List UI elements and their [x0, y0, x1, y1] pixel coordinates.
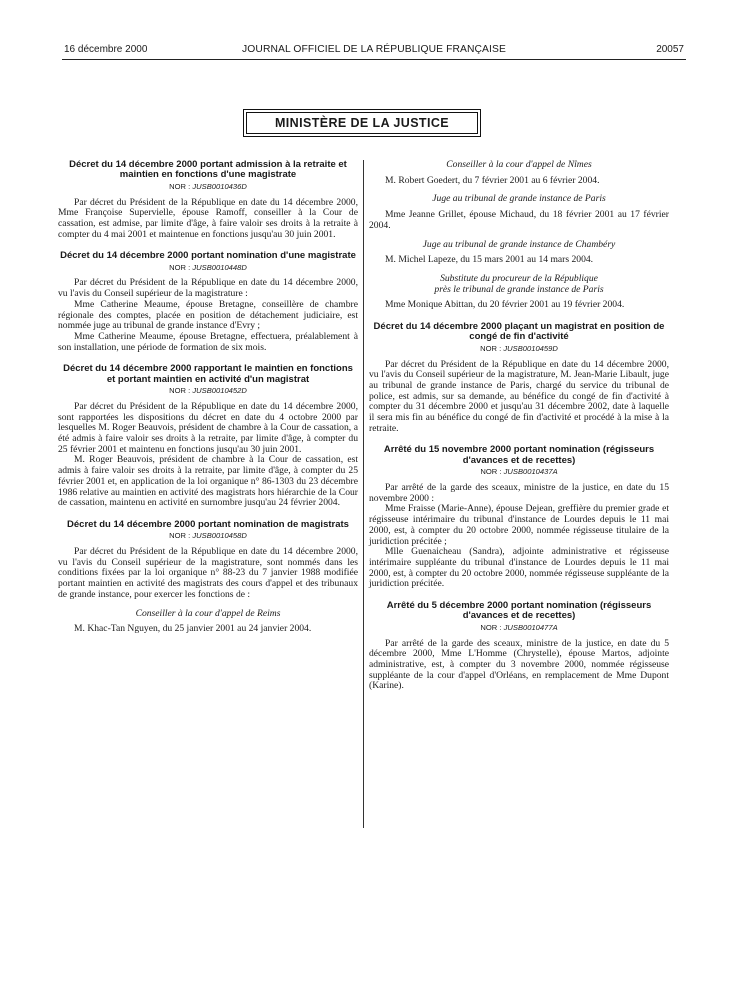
decree-nomination-magistrate: [58, 251, 358, 353]
nor-reference: NOR : JUSB0010458D: [169, 531, 247, 541]
decree-paragraph: Mme Catherine Meaume, épouse Bretagne, conseillère de chambre régionale des comptes, placée en position de détachement judiciaire, est nommée juge au tribunal de grande instance d'Evry ;: [58, 298, 358, 332]
decree-title: Décret du 14 décembre 2000 rapportant le maintien en fonctions et portant maintien en activité d'un magistrat: [63, 363, 353, 385]
decree-title: Décret du 14 décembre 2000 portant nomination de magistrats: [67, 518, 349, 530]
left-column: [58, 160, 358, 635]
decree-nomination-magistrats: [58, 520, 358, 635]
decree-paragraph: Mme Catherine Meaume, épouse Bretagne, effectuera, préalablement à son installation, une période de formation de six mois.: [58, 330, 358, 353]
arrete-regisseurs-1: [369, 445, 669, 590]
decree-paragraph: Par décret du Président de la République en date du 14 décembre 2000, sont rapportées les dispositions du décret en date du 4 octobre 2000 par lesquelles M. Roger Beauvois, président de chambre à la Cour de cassation, a été admis à faire valoir ses droits à la retraite, par limite d'âge, à compter du 25 février 2001 et maintenu en fonctions jusqu'au 30 juin 2001.: [58, 400, 358, 455]
decree-paragraph: Par arrêté de la garde des sceaux, ministre de la justice, en date du 15 novembre 2000 :: [369, 481, 669, 504]
decree-title: Arrêté du 15 novembre 2000 portant nomination (régisseurs d'avances et de recettes): [383, 444, 655, 466]
function-heading: Conseiller à la cour d'appel de Nîmes: [446, 159, 592, 170]
decree-conge-fin-activite: [369, 322, 669, 434]
function-heading: Juge au tribunal de grande instance de Paris: [432, 193, 606, 205]
decree-title: Décret du 14 décembre 2000 portant admission à la retraite et maintien en fonctions d'une magistrate: [69, 159, 347, 181]
header-date: 16 décembre 2000: [64, 44, 148, 55]
decree-paragraph: Mme Fraisse (Marie-Anne), épouse Dejean, greffière du premier grade et régisseuse intérimaire du tribunal d'instance de Lourdes depuis le 11 mai 2000, est, à compter du 20 octobre 2000, nommée régisseuse titulaire de la juridiction précitée ;: [369, 503, 669, 547]
decree-title: Arrêté du 5 décembre 2000 portant nomination (régisseurs d'avances et de recettes): [386, 600, 652, 622]
decree-paragraph: M. Robert Goedert, du 7 février 2001 au 6 février 2004.: [385, 174, 600, 186]
function-heading: Juge au tribunal de grande instance de Chambéry: [422, 238, 616, 250]
decree-paragraph: M. Michel Lapeze, du 15 mars 2001 au 14 mars 2004.: [385, 254, 594, 266]
nor-reference: NOR : JUSB0010437A: [480, 467, 558, 477]
decree-paragraph: Par arrêté de la garde des sceaux, ministre de la justice, en date du 5 décembre 2000, Mme L'Homme (Chrystelle), épouse Martos, adjointe administrative, est, à compter du 3 novembre 2000, nommée régisseuse suppléante de la cour d'appel d'Orléans, en remplacement de Mme Dupont (Karine).: [369, 637, 669, 692]
header-journal-title: JOURNAL OFFICIEL DE LA RÉPUBLIQUE FRANÇAISE: [242, 44, 506, 55]
ministry-box: [243, 109, 481, 137]
column-separator: [363, 160, 364, 828]
function-heading: Conseiller à la cour d'appel de Reims: [135, 607, 281, 619]
decree-paragraph: Mlle Guenaicheau (Sandra), adjointe administrative et régisseuse intérimaire suppléante du tribunal d'instance de Lourdes depuis le 11 mai 2000, est, à compter du 20 octobre 2000, nommée régisseuse suppléante de la juridiction précitée.: [369, 546, 669, 590]
nor-reference: NOR : JUSB0010436D: [169, 181, 247, 191]
decree-title: Décret du 14 décembre 2000 portant nomination d'une magistrate: [60, 250, 356, 262]
header-page-number: 20057: [656, 44, 684, 55]
decree-paragraph: Mme Monique Abittan, du 20 février 2001 au 19 février 2004.: [385, 299, 625, 311]
right-column: [369, 160, 669, 692]
decree-maintien-activite: [58, 364, 358, 509]
nor-reference: NOR : JUSB0010459D: [480, 343, 558, 353]
ministry-title: MINISTÈRE DE LA JUSTICE: [274, 116, 450, 130]
nor-reference: NOR : JUSB0010448D: [169, 262, 247, 272]
arrete-regisseurs-2: [369, 601, 669, 692]
nor-reference: NOR : JUSB0010477A: [480, 622, 558, 632]
header-rule: [62, 59, 686, 60]
function-heading: Substitute du procureur de la République: [440, 272, 598, 284]
decree-paragraph: M. Khac-Tan Nguyen, du 25 janvier 2001 au 24 janvier 2004.: [74, 623, 312, 635]
decree-retirement: [58, 160, 358, 240]
decree-paragraph: Par décret du Président de la République en date du 14 décembre 2000, vu l'avis du Conseil supérieur de la magistrature, M. Jean-Marie Libault, juge au tribunal de grande instance de Paris, chargé du service du tribunal de police, est admis, sur sa demande, au bénéfice du congé de fin d'activité à compter du 31 décembre 2000 et jusqu'au 31 décembre 2002, date à laquelle il sera mis fin au bénéfice du congé de fin d'activité et procédé à la mise à la retraite.: [369, 358, 669, 434]
decree-paragraph: Par décret du Président de la République en date du 14 décembre 2000, Mme Françoise Supervielle, épouse Ramoff, conseiller à la Cour de cassation, est admise, par limite d'âge, à faire valoir ses droits à la retraite à compter du 4 mai 2001 et maintenue en fonctions jusqu'au 30 juin 2001.: [58, 196, 358, 240]
decree-title: Décret du 14 décembre 2000 plaçant un magistrat en position de congé de fin d'activité: [373, 321, 665, 343]
decree-paragraph: M. Roger Beauvois, président de chambre à la Cour de cassation, est admis à faire valoir ses droits à la retraite, par limite d'âge, à compter du 25 février 2001 et, en application de la loi organique n° 86-1303 du 23 décembre 1986 relative au maintien en activité des magistrats hors hiérarchie de la Cour de cassation, maintenu en activité en surnombre jusqu'au 24 février 2004.: [58, 454, 358, 509]
decree-paragraph: Mme Jeanne Grillet, épouse Michaud, du 18 février 2001 au 17 février 2004.: [369, 209, 669, 231]
decree-paragraph: Par décret du Président de la République en date du 14 décembre 2000, vu l'avis du Conseil supérieur de la magistrature, sont nommés dans les conditions fixées par la loi organique n° 88-23 du 7 janvier 1988 modifiée portant maintien en activité des magistrats des cours d'appel et des tribunaux de grande instance, pour exercer les fonctions de :: [58, 546, 358, 600]
function-heading: près le tribunal de grande instance de Paris: [434, 283, 604, 295]
decree-paragraph: Par décret du Président de la République en date du 14 décembre 2000, vu l'avis du Conseil supérieur de la magistrature :: [58, 277, 358, 300]
nor-reference: NOR : JUSB0010452D: [169, 386, 247, 396]
